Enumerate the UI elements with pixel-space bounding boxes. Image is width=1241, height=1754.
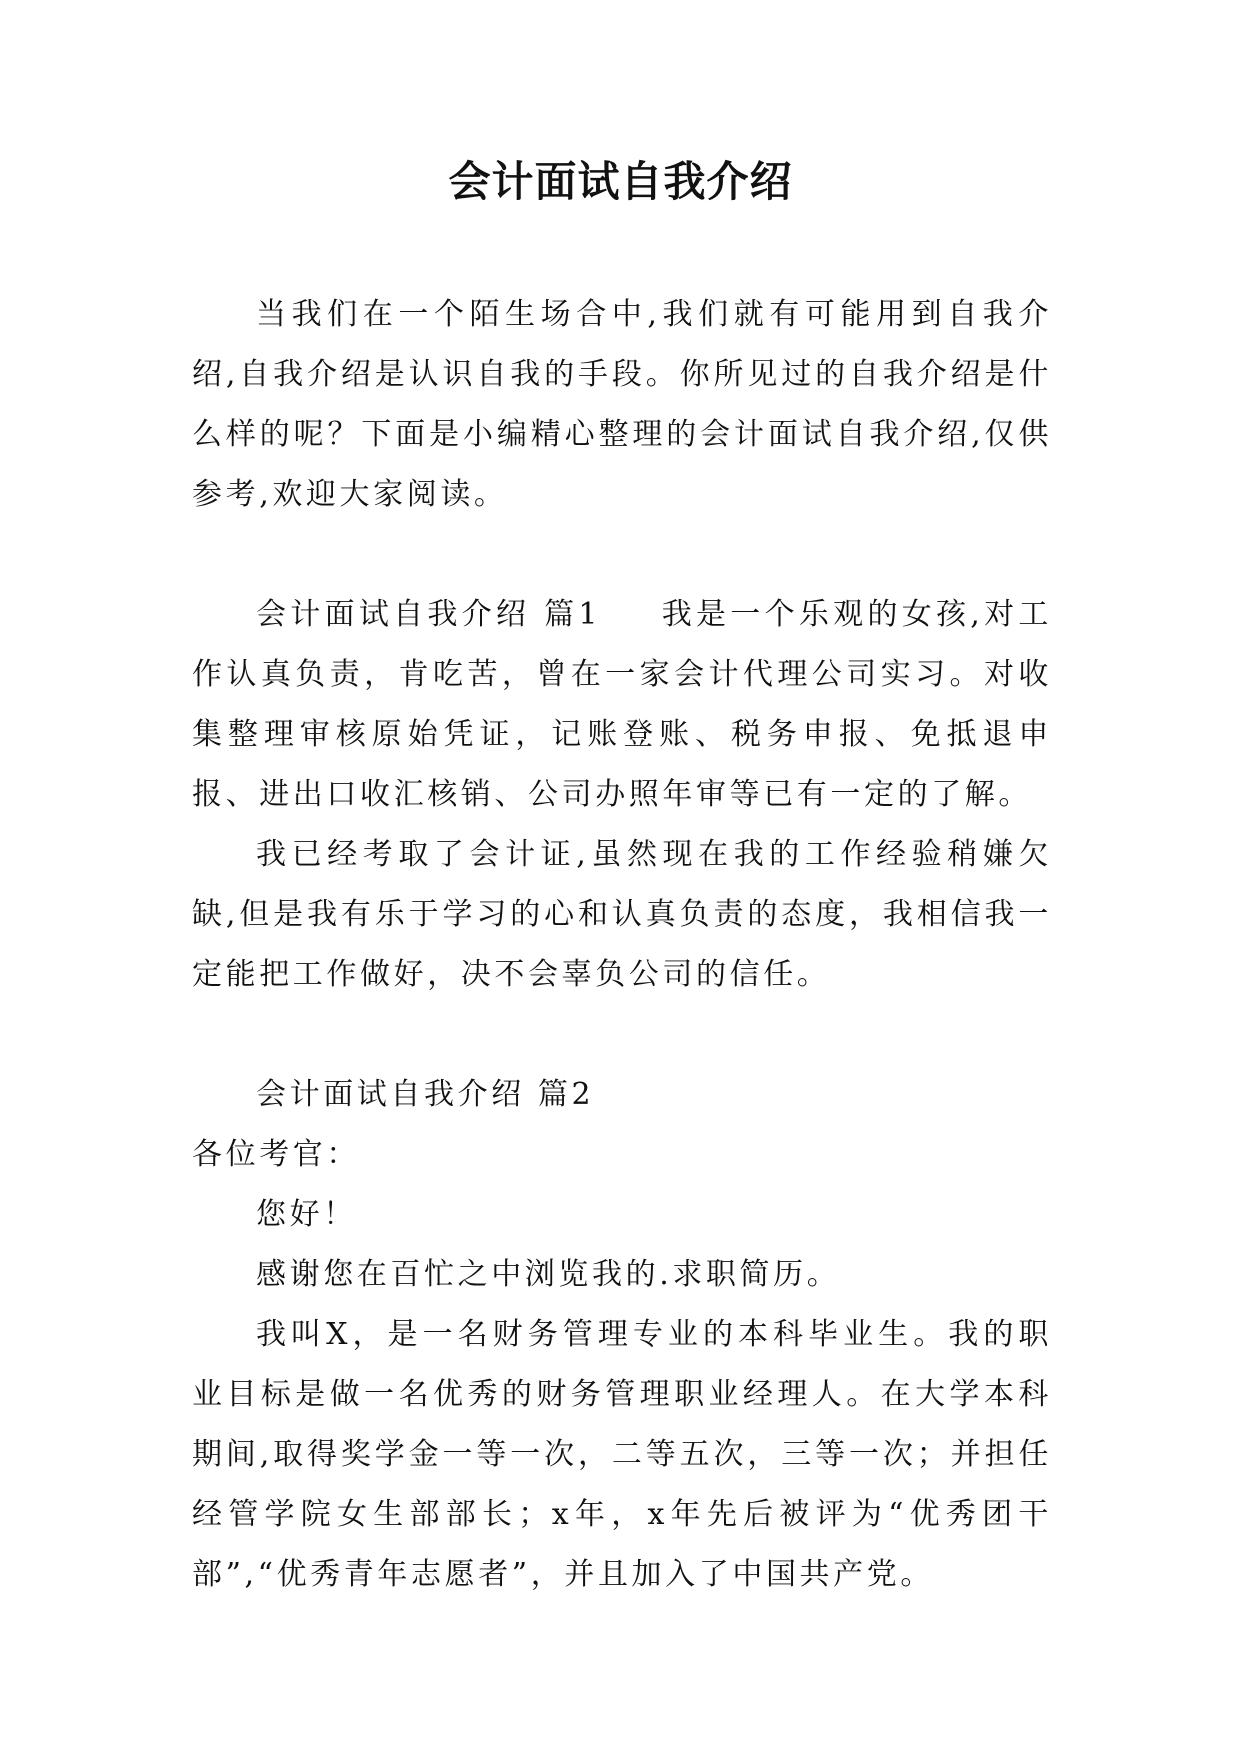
section-2-paragraph-1: 感谢您在百忙之中浏览我的.求职简历。 (256, 1257, 841, 1292)
section-2-paragraph-2: 我叫X，是一名财务管理专业的本科毕业生。我的职业目标是做一名优秀的财务管理职业经理人。在大学本科期间,取得奖学金一等一次，二等五次，三等一次；并担任经管学院女生部部长；x年，x年先后被评为“优秀团干部”,“优秀青年志愿者”，并且加入了中国共产党。 (192, 1317, 1052, 1592)
section-1-first-paragraph (192, 585, 1052, 825)
section-2-heading: 会计面试自我介绍 篇2 (256, 1077, 595, 1112)
section-2-greeting: 您好！ (256, 1197, 357, 1232)
document-body (192, 285, 1052, 1605)
document-title: 会计面试自我介绍 (448, 157, 793, 206)
section-1-heading: 会计面试自我介绍 篇1 (256, 597, 602, 632)
intro-paragraph: 当我们在一个陌生场合中,我们就有可能用到自我介绍,自我介绍是认识自我的手段。你所见过的自我介绍是什么样的呢？下面是小编精心整理的会计面试自我介绍,仅供参考,欢迎大家阅读。 (192, 297, 1052, 512)
section-1-paragraph-1: 我是一个乐观的女孩,对工作认真负责，肯吃苦，曾在一家会计代理公司实习。对收集整理审核原始凭证，记账登账、税务申报、免抵退申报、进出口收汇核销、公司办照年审等已有一定的了解。 (192, 597, 1052, 812)
section-2-salutation: 各位考官： (192, 1137, 360, 1172)
section-1-paragraph-2: 我已经考取了会计证,虽然现在我的工作经验稍嫌欠缺,但是我有乐于学习的心和认真负责的态度，我相信我一定能把工作做好，决不会辜负公司的信任。 (192, 837, 1052, 992)
